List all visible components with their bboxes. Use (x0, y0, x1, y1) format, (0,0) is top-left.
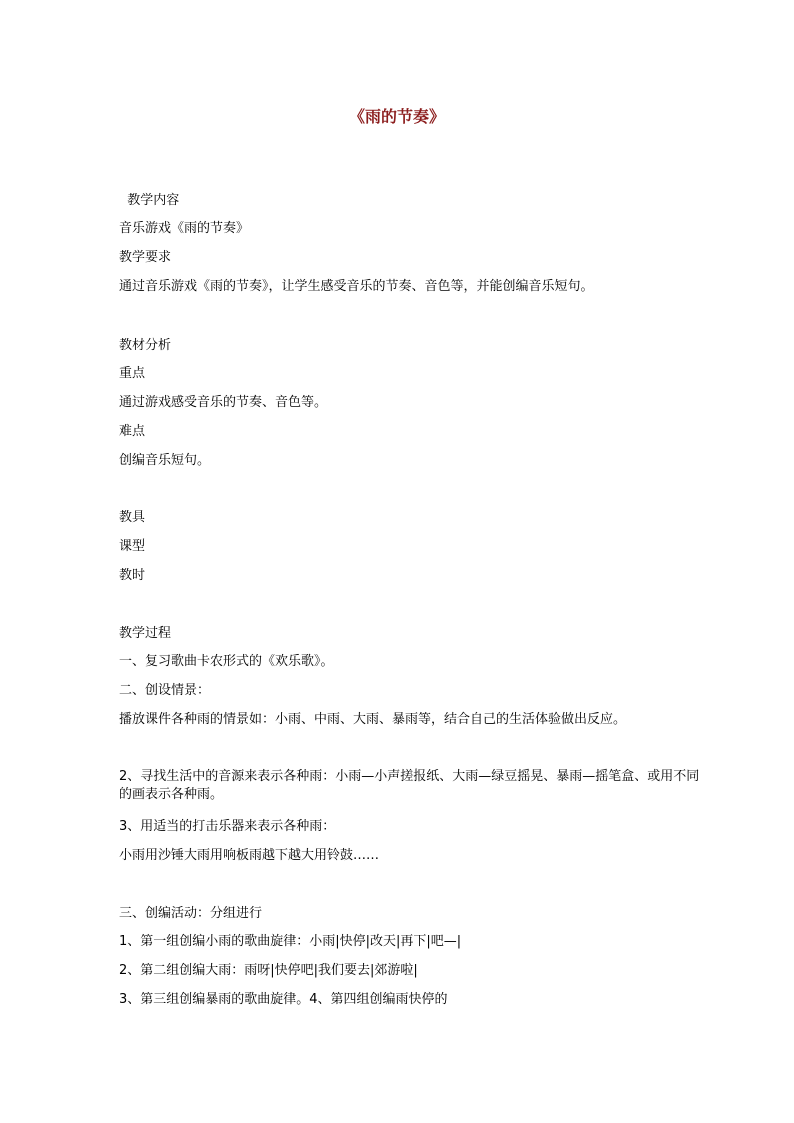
text-line: 教学内容 (119, 193, 180, 208)
text-line: 难点 (119, 424, 146, 439)
document-title: 《雨的节奏》 (348, 107, 445, 126)
text-line: 小雨用沙锤大雨用响板雨越下越大用铃鼓…… (119, 848, 380, 863)
text-line: 课型 (119, 539, 146, 554)
text-line: 音乐游戏《雨的节奏》 (119, 221, 250, 236)
text-line: 1、第一组创编小雨的歌曲旋律：小雨|快停|改天|再下|吧—| (119, 934, 462, 949)
text-line: 播放课件各种雨的情景如：小雨、中雨、大雨、暴雨等，结合自己的生活体验做出反应。 (119, 712, 627, 727)
text-line: 创编音乐短句。 (119, 453, 211, 468)
text-line: 一、复习歌曲卡农形式的《欢乐歌》。 (119, 654, 334, 669)
text-line: 教学要求 (119, 250, 172, 265)
text-line: 通过游戏感受音乐的节奏、音色等。 (119, 395, 328, 410)
text-line: 教学过程 (119, 626, 172, 641)
text-line: 2、寻找生活中的音源来表示各种雨：小雨—小声搓报纸、大雨—绿豆摇晃、暴雨—摇笔盒、或用不同的画表示各种雨。 (119, 769, 700, 802)
text-line: 三、创编活动：分组进行 (119, 906, 263, 921)
text-line: 重点 (119, 366, 146, 381)
text-line: 二、创设情景： (119, 683, 211, 698)
text-line: 通过音乐游戏《雨的节奏》，让学生感受音乐的节奏、音色等，并能创编音乐短句。 (119, 279, 594, 294)
text-line: 教具 (119, 510, 146, 525)
text-line: 教时 (119, 568, 146, 583)
text-line: 教材分析 (119, 338, 172, 353)
text-line: 3、用适当的打击乐器来表示各种雨： (119, 819, 336, 834)
text-line: 2、第二组创编大雨：雨呀|快停吧|我们要去|郊游啦| (119, 963, 418, 978)
text-line: 3、第三组创编暴雨的歌曲旋律。4、第四组创编雨快停的 (119, 992, 448, 1007)
